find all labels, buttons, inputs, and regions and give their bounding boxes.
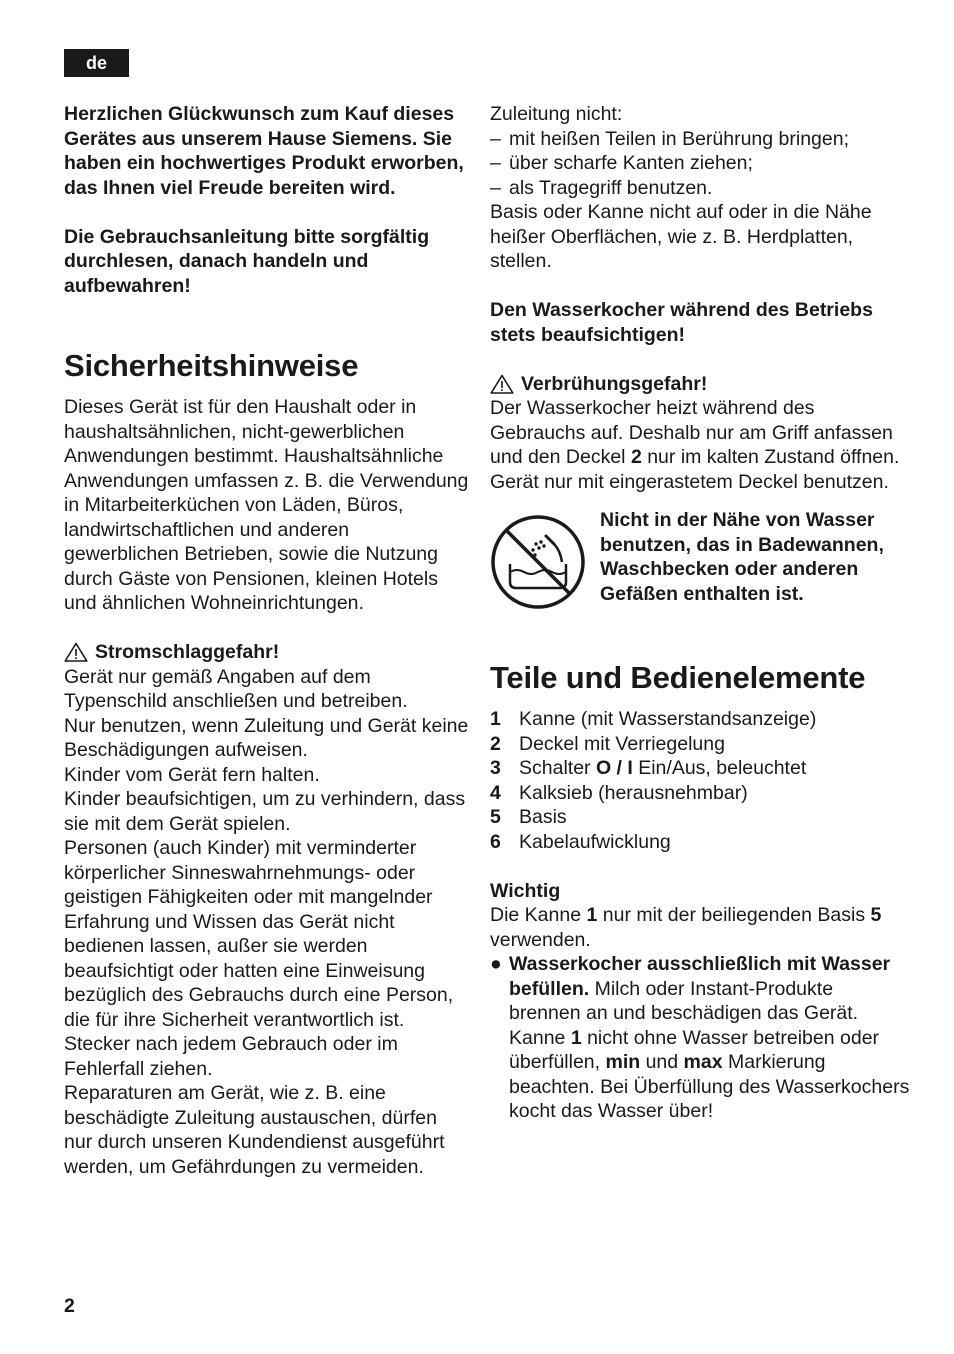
shock-line-7: Reparaturen am Gerät, wie z. B. eine beschädigte Zuleitung austauschen, dürfen nur durch unseren Kundendienst ausgeführt werden, um Gefährdungen zu vermeiden. bbox=[64, 1082, 445, 1178]
left-column bbox=[64, 102, 469, 1179]
list-item: 2 Deckel mit Verriegelung bbox=[490, 732, 725, 755]
list-item: 3 Schalter O / I Ein/Aus, beleuchtet bbox=[490, 757, 807, 779]
scald-text: Der Wasserkocher heizt während des Gebrauchs auf. Deshalb nur am Griff anfassen und den Deckel 2 nur im kalten Zustand öffnen. bbox=[490, 397, 900, 468]
scald-lid-text: Gerät nur mit eingerastetem Deckel benutzen. bbox=[490, 470, 889, 493]
shock-line-6: Stecker nach jedem Gebrauch oder im Fehlerfall ziehen. bbox=[64, 1033, 398, 1080]
shock-line-3: Kinder vom Gerät fern halten. bbox=[64, 763, 320, 786]
cord-item-text: über scharfe Kanten ziehen; bbox=[509, 152, 753, 174]
list-item: 1 Kanne (mit Wasserstandsanzeige) bbox=[490, 708, 817, 730]
list-item: 6 Kabelaufwicklung bbox=[490, 830, 671, 853]
page-number: 2 bbox=[64, 1295, 75, 1317]
warning-triangle-icon bbox=[64, 642, 88, 662]
shock-line-2: Nur benutzen, wenn Zuleitung und Gerät keine Beschädigungen aufweisen. bbox=[64, 714, 469, 761]
cord-intro: Zuleitung nicht: bbox=[490, 103, 623, 125]
cord-item-text: als Tragegriff benutzen. bbox=[509, 176, 713, 199]
shock-warning-title bbox=[64, 640, 469, 665]
shock-line-5: Personen (auch Kinder) mit verminderter körperlicher Sinneswahrnehmungs- oder geistigen Fähigkeiten oder mit mangelnder Erfahrung und Wissen das Gerät nicht bedienen lassen, außer sie werden beaufsichtigt oder hatten eine Einweisung bezüglich des Gebrauchs durch eine Person, die für ihre Sicherheit verantwortlich ist. bbox=[64, 837, 454, 1031]
cord-item-text: mit heißen Teilen in Berührung bringen; bbox=[509, 127, 850, 150]
shock-line-4: Kinder beaufsichtigen, um zu verhindern, dass sie mit dem Gerät spielen. bbox=[64, 788, 466, 835]
intro-read-instructions: Die Gebrauchsanleitung bitte sorgfältig durchlesen, danach handeln und aufbewahren! bbox=[64, 225, 430, 297]
safety-heading: Sicherheitshinweise bbox=[64, 348, 359, 383]
shock-warning-label: Stromschlaggefahr! bbox=[95, 641, 280, 663]
water-warning-block bbox=[490, 508, 910, 610]
list-item: 5 Basis bbox=[490, 806, 567, 828]
shock-line-1: Gerät nur gemäß Angaben auf dem Typenschild anschließen und betreiben. bbox=[64, 665, 408, 712]
right-column bbox=[490, 102, 910, 1124]
parts-list bbox=[490, 707, 910, 854]
important-title: Wichtig bbox=[490, 879, 561, 902]
base-surface-text: Basis oder Kanne nicht auf oder in die Nähe heißer Oberflächen, wie z. B. Herdplatten, stellen. bbox=[490, 201, 872, 272]
parts-heading: Teile und Bedienelemente bbox=[490, 660, 866, 695]
cord-item: – über scharfe Kanten ziehen; bbox=[490, 152, 753, 174]
language-tag: de bbox=[64, 49, 129, 77]
bullet-dot: ● bbox=[490, 953, 502, 975]
bullet-text: Wasserkocher ausschließlich mit Wasser befüllen. Milch oder Instant-Produkte brennen an und beschädigen das Gerät. Kanne 1 nicht ohne Wasser betreiben oder überfüllen, min und max Markierung beachten. Bei Überfüllung des Wasserkochers kocht das Wasser über! bbox=[509, 953, 910, 1122]
cord-item: – mit heißen Teilen in Berührung bringen; bbox=[490, 127, 850, 150]
water-warning-text: Nicht in der Nähe von Wasser benutzen, das in Badewannen, Waschbecken oder anderen Gefäßen enthalten ist. bbox=[600, 509, 884, 605]
scald-warning-title bbox=[490, 372, 910, 397]
supervise-warning: Den Wasserkocher während des Betriebs stets beaufsichtigen! bbox=[490, 299, 873, 346]
cord-item: – als Tragegriff benutzen. bbox=[490, 176, 713, 199]
warning-triangle-icon bbox=[490, 374, 514, 394]
safety-intro-text: Dieses Gerät ist für den Haushalt oder in haushaltsähnlichen, nicht-gewerblichen Anwendungen bestimmt. Haushaltsähnliche Anwendungen umfassen z. B. die Verwendung in Mitarbeiterküchen von Läden, Büros, landwirtschaftlichen und anderen gewerblichen Betrieben, sowie die Nutzung durch Gäste von Pensionen, kleinen Hotels und ähnlichen Wohneinrichtungen. bbox=[64, 396, 469, 614]
scald-warning-label: Verbrühungsgefahr! bbox=[521, 372, 708, 395]
list-item: 4 Kalksieb (herausnehmbar) bbox=[490, 781, 748, 804]
bullet-item bbox=[490, 952, 910, 1124]
important-text: Die Kanne 1 nur mit der beiliegenden Basis 5 verwenden. bbox=[490, 904, 882, 951]
no-water-pictogram-icon bbox=[490, 514, 586, 610]
intro-congratulations: Herzlichen Glückwunsch zum Kauf dieses Gerätes aus unserem Hause Siemens. Sie haben ein hochwertiges Produkt erworben, das Ihnen viel Freude bereiten wird. bbox=[64, 103, 464, 199]
